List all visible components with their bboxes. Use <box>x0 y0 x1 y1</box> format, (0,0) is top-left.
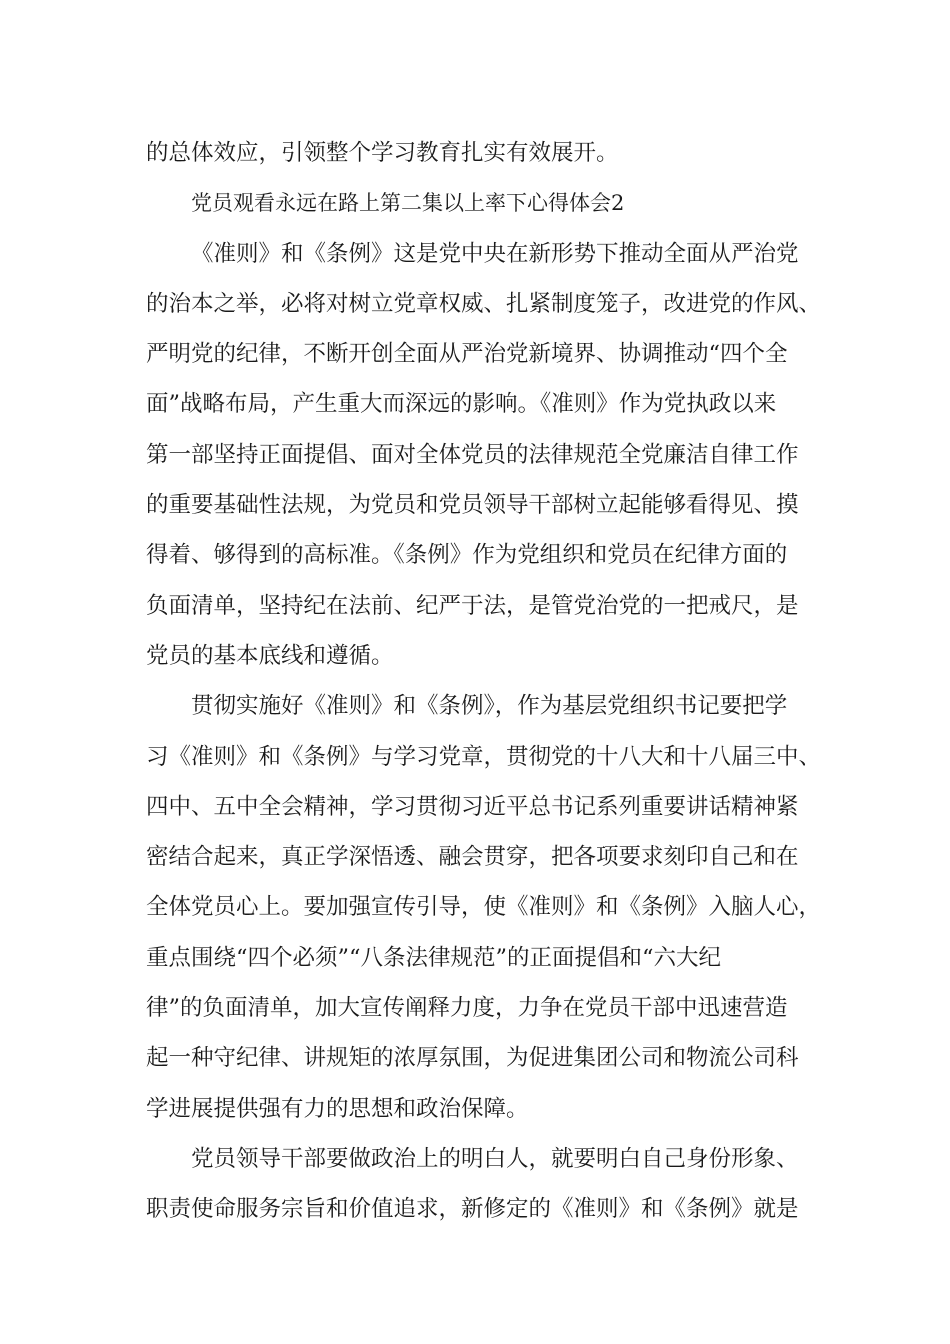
paragraph-line: 严明党的纪律，不断开创全面从严治党新境界、协调推动“四个全 <box>146 341 788 368</box>
paragraph-line: 面”战略布局，产生重大而深远的影响。《准则》作为党执政以来 <box>146 391 777 418</box>
paragraph-line: 全体党员心上。要加强宣传引导，使《准则》和《条例》入脑人心， <box>146 894 822 921</box>
paragraph-line: 的总体效应，引领整个学习教育扎实有效展开。 <box>146 140 619 166</box>
paragraph-line: 重点围绕“四个必须”“八条法律规范”的正面提倡和“六大纪 <box>146 944 722 971</box>
paragraph-line: 习《准则》和《条例》与学习党章，贯彻党的十八大和十八届三中、 <box>146 743 822 770</box>
paragraph-line: 学进展提供强有力的思想和政治保障。 <box>146 1095 529 1122</box>
paragraph-line: 的重要基础性法规，为党员和党员领导干部树立起能够看得见、摸 <box>146 492 799 519</box>
paragraph-line: 密结合起来，真正学深悟透、融会贯穿，把各项要求刻印自己和在 <box>146 844 799 871</box>
paragraph-line: 四中、五中全会精神，学习贯彻习近平总书记系列重要讲话精神紧 <box>146 793 799 820</box>
paragraph-line: 起一种守纪律、讲规矩的浓厚氛围，为促进集团公司和物流公司科 <box>146 1045 799 1072</box>
paragraph-line: 党员领导干部要做政治上的明白人，就要明白自己身份形象、 <box>191 1145 799 1172</box>
paragraph-line: 负面清单，坚持纪在法前、纪严于法，是管党治党的一把戒尺，是 <box>146 592 799 619</box>
paragraph-line: 职责使命服务宗旨和价值追求，新修定的《准则》和《条例》就是 <box>146 1196 799 1223</box>
paragraph-line: 得着、够得到的高标准。《条例》作为党组织和党员在纪律方面的 <box>146 542 788 569</box>
paragraph-line: 《准则》和《条例》这是党中央在新形势下推动全面从严治党 <box>191 240 799 267</box>
paragraph-line: 律”的负面清单，加大宣传阐释力度，力争在党员干部中迅速营造 <box>146 995 788 1022</box>
paragraph-line: 贯彻实施好《准则》和《条例》，作为基层党组织书记要把学 <box>191 693 788 720</box>
paragraph-line: 党员的基本底线和遵循。 <box>146 642 394 669</box>
section-heading: 党员观看永远在路上第二集以上率下心得体会2 <box>191 191 625 216</box>
document-body <box>146 128 822 1235</box>
paragraph-line: 的治本之举，必将对树立党章权威、扎紧制度笼子，改进党的作风、 <box>146 290 822 317</box>
paragraph-line: 第一部坚持正面提倡、面对全体党员的法律规范全党廉洁自律工作 <box>146 441 799 468</box>
